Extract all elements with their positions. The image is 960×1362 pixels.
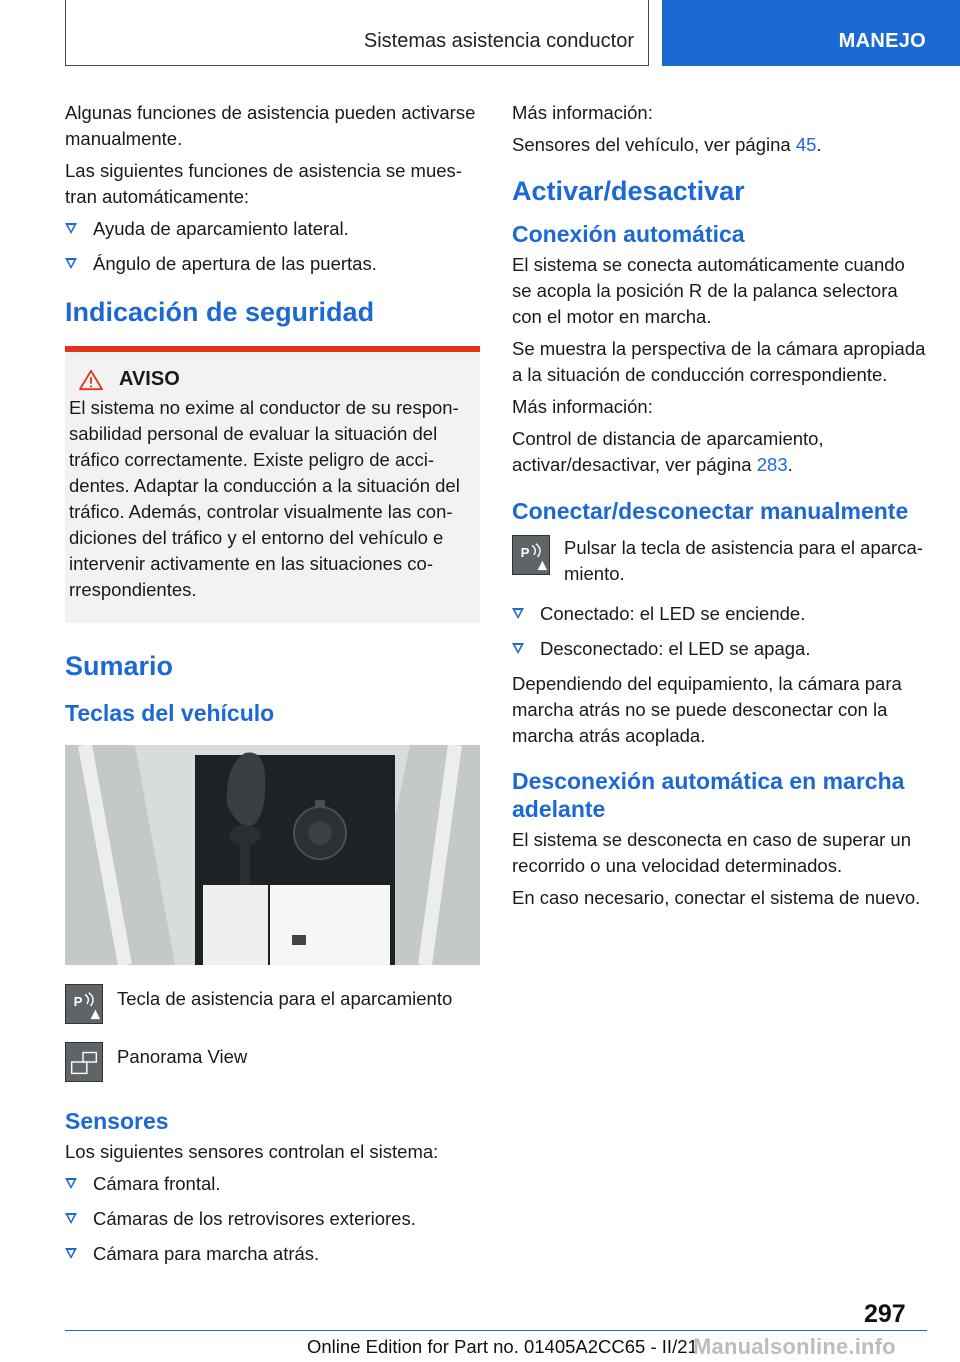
auto-off-p2: En caso necesario, conectar el sistema de nuevo. [512,887,921,908]
warning-text: El sistema no exime al conductor de su responsabilidad personal de evaluar la situación del tráfico correctamente. Existe peligro de accidentes. Adaptar la conducción a la situación del tráfico. Además, controlar visualmente las condiciones del tráfico y el entorno del vehículo e intervenir activamente en las situaciones correspondientes. [69,397,460,600]
sensors-reference: Sensores del vehículo, ver página 45. [512,134,822,155]
header-section: MANEJO [838,30,926,52]
list-item: Conectado: el LED se enciende. [512,601,926,627]
manual-key-row [512,535,926,587]
list-item: Ayuda de aparcamiento lateral. [65,216,480,242]
key-row-parking-assist [65,984,480,1024]
sensors-list [65,1171,480,1267]
safety-heading: Indicación de seguridad [65,297,375,327]
manual-list [512,601,926,662]
auto-functions-list [65,216,480,277]
auto-off-heading: Desconexión automática en marcha adelante [512,768,905,822]
footer-watermark: Manualsonline.info [693,1334,896,1359]
footer-divider [65,1330,927,1331]
pdc-reference: Control de distancia de aparcamiento, activar/desactivar, ver página 283. [512,428,824,475]
center-console-photo [65,745,480,965]
key-label: Tecla de asistencia para el aparcamiento [117,988,453,1009]
parking-assist-icon [512,535,550,575]
list-item: Ángulo de apertura de las puertas. [65,251,480,277]
keys-heading: Teclas del vehículo [65,700,275,726]
bullet-triangle-icon [65,1178,77,1189]
bullet-triangle-icon [512,608,524,619]
manual-heading: Conectar/desconectar manualmente [512,498,909,524]
right-column [512,100,926,917]
header-section-tab [662,0,960,66]
bullet-triangle-icon [65,1248,77,1259]
page-link-283[interactable]: 283 [756,454,788,475]
manual-text: Pulsar la tecla de asistencia para el aparcamiento. [564,537,923,584]
sensors-heading: Sensores [65,1108,169,1134]
parking-assist-icon [65,984,103,1024]
footer-edition: Online Edition for Part no. 01405A2CC65 - II/21 [307,1336,698,1357]
list-item: Cámara para marcha atrás. [65,1241,480,1267]
bullet-triangle-icon [65,223,77,234]
warning-label: AVISO [119,368,180,390]
activate-heading: Activar/desactivar [512,176,745,206]
summary-heading: Sumario [65,651,174,681]
svg-text:P: P [520,544,530,560]
bullet-triangle-icon [65,1213,77,1224]
bullet-triangle-icon [512,643,524,654]
auto-off-p1: El sistema se desconecta en caso de superar un recorrido o una velocidad determinados. [512,829,912,876]
list-item: Desconectado: el LED se apaga. [512,636,926,662]
auto-connection-heading: Conexión automática [512,221,745,247]
warning-box [65,346,480,623]
intro-paragraph-2: Las siguientes funciones de asistencia se muestran automáticamente: [65,160,462,207]
page-link-45[interactable]: 45 [795,134,817,155]
auto-connection-p1: El sistema se conecta automáticamente cuando se acopla la posición R de la palanca selectora con el motor en marcha. [512,254,905,327]
more-info-label: Más información: [512,102,653,123]
header-title-box [65,0,649,66]
page-number: 297 [864,1300,906,1328]
left-column [65,100,480,1276]
more-info-label: Más información: [512,396,653,417]
header-title: Sistemas asistencia conductor [363,30,634,52]
panorama-view-icon [65,1042,103,1082]
manual-paragraph: Dependiendo del equipamiento, la cámara para marcha atrás no se puede desconectar con la marcha atrás acoplada. [512,673,902,746]
svg-text:P: P [73,993,83,1009]
key-row-panorama-view [65,1042,480,1082]
key-label: Panorama View [117,1046,248,1067]
bullet-triangle-icon [65,258,77,269]
warning-triangle-icon [77,369,105,391]
list-item: Cámara frontal. [65,1171,480,1197]
list-item: Cámaras de los retrovisores exteriores. [65,1206,480,1232]
intro-paragraph-1: Algunas funciones de asistencia pueden activarse manualmente. [65,102,476,149]
sensors-intro: Los siguientes sensores controlan el sistema: [65,1141,439,1162]
auto-connection-p2: Se muestra la perspectiva de la cámara apropiada a la situación de conducción correspondiente. [512,338,926,385]
